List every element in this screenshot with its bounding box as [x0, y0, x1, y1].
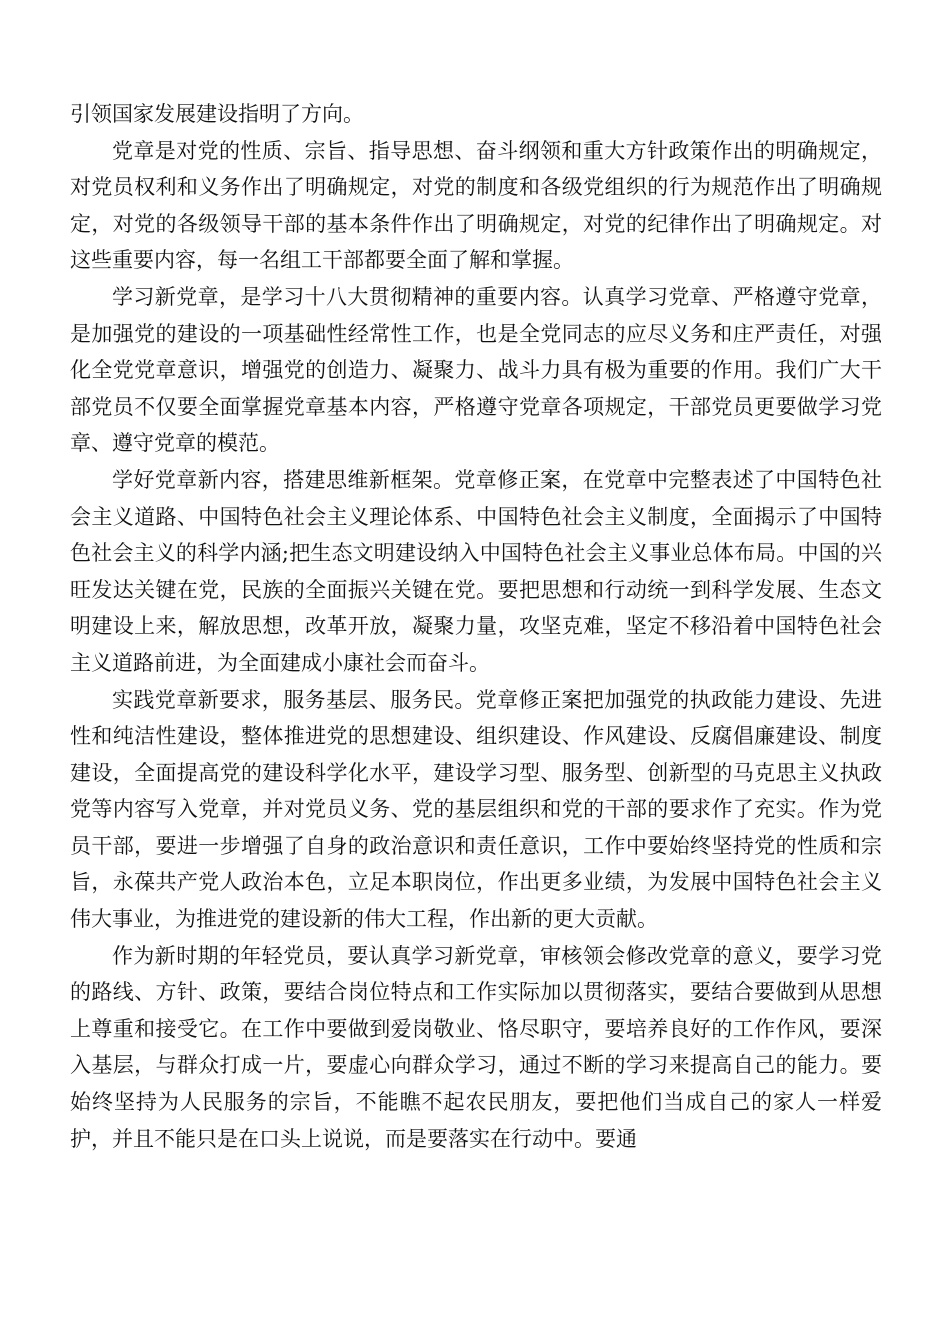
- paragraph-practice-new-requirements: 实践党章新要求，服务基层、服务民。党章修正案把加强党的执政能力建设、先进性和纯洁性建设，整体推进党的思想建设、组织建设、作风建设、反腐倡廉建设、制度建设，全面提高党的建设科学化水平，建设学习型、服务型、创新型的马克思主义执政党等内容写入党章，并对党员义务、党的基层组织和党的干部的要求作了充实。作为党员干部，要进一步增强了自身的政治意识和责任意识，工作中要始终坚持党的性质和宗旨，永葆共产党人政治本色，立足本职岗位，作出更多业绩，为发展中国特色社会主义伟大事业，为推进党的建设新的伟大工程，作出新的更大贡献。: [70, 687, 882, 932]
- paragraph-learn-new-content: 学好党章新内容，搭建思维新框架。党章修正案，在党章中完整表述了中国特色社会主义道路、中国特色社会主义理论体系、中国特色社会主义制度，全面揭示了中国特色社会主义的科学内涵;把生态文明建设纳入中国特色社会主义事业总体布局。中国的兴旺发达关键在党，民族的全面振兴关键在党。要把思想和行动统一到科学发展、生态文明建设上来，解放思想，改革开放，凝聚力量，攻坚克难，坚定不移沿着中国特色社会主义道路前进，为全面建成小康社会而奋斗。: [70, 467, 882, 675]
- paragraph-continuation: 引领国家发展建设指明了方向。: [70, 102, 364, 126]
- paragraph-study-new-constitution: 学习新党章，是学习十八大贯彻精神的重要内容。认真学习党章、严格遵守党章，是加强党的建设的一项基础性经常性工作，也是全党同志的应尽义务和庄严责任，对强化全党党章意识，增强党的创造力、凝聚力、战斗力具有极为重要的作用。我们广大干部党员不仅要全面掌握党章基本内容，严格遵守党章各项规定，干部党员更要做学习党章、遵守党章的模范。: [70, 284, 882, 456]
- paragraph-party-constitution-rules: 党章是对党的性质、宗旨、指导思想、奋斗纲领和重大方针政策作出的明确规定，对党员权利和义务作出了明确规定，对党的制度和各级党组织的行为规范作出了明确规定，对党的各级领导干部的基本条件作出了明确规定，对党的纪律作出了明确规定。对这些重要内容，每一名组工干部都要全面了解和掌握。: [70, 138, 882, 273]
- paragraph-young-party-members: 作为新时期的年轻党员，要认真学习新党章，审核领会修改党章的意义，要学习党的路线、方针、政策，要结合岗位特点和工作实际加以贯彻落实，要结合要做到从思想上尊重和接受它。在工作中要做到爱岗敬业、恪尽职守，要培养良好的工作作风，要深入基层，与群众打成一片，要虚心向群众学习，通过不断的学习来提高自己的能力。要始终坚持为人民服务的宗旨，不能瞧不起农民朋友，要把他们当成自己的家人一样爱护，并且不能只是在口头上说说，而是要落实在行动中。要通: [70, 943, 882, 1151]
